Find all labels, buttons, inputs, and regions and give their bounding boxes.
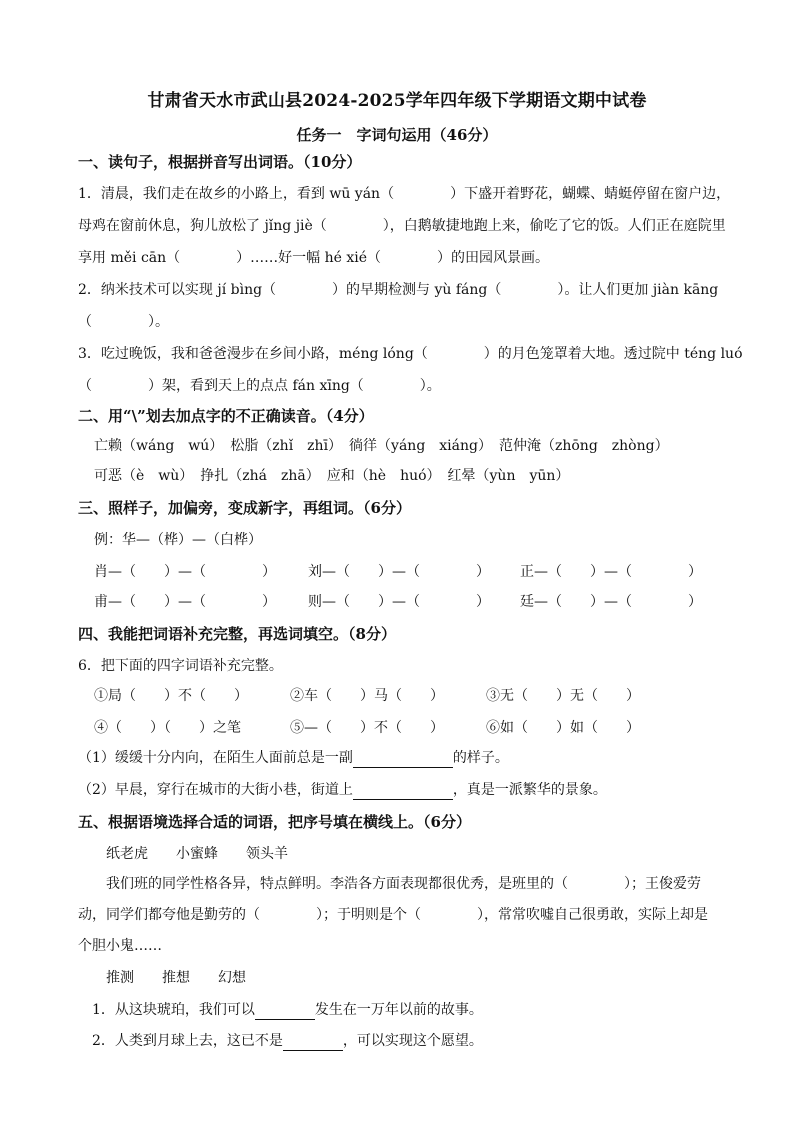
s3-item: 则—（ ）—（ ）: [308, 594, 490, 610]
s4-q1-text-a: （1）缓缓十分内向，在陌生人面前总是一副: [78, 750, 353, 766]
section-2-heading: 二、用“\”划去加点字的不正确读音。（4分）: [78, 407, 374, 425]
s4-item: ②车（ ）马（ ）: [290, 688, 444, 704]
s4-item: ⑥如（ ）如（ ）: [486, 720, 640, 736]
s5-q2-text-b: ，可以实现这个愿望。: [342, 1033, 483, 1049]
s3-item: 正—（ ）—（ ）: [520, 564, 702, 580]
s3-example: 例：华—（桦）—（白桦）: [94, 532, 262, 548]
answer-blank[interactable]: [255, 1003, 315, 1020]
s5-q1-text-a: 1．从这块琥珀，我们可以: [92, 1002, 255, 1018]
s4-question-2: [78, 780, 607, 800]
answer-blank[interactable]: [353, 783, 453, 800]
section-4-heading: 四、我能把词语补充完整，再选词填空。（8分）: [78, 625, 396, 643]
s5-question-1: [92, 1000, 483, 1020]
answer-blank[interactable]: [353, 751, 453, 768]
section-5-heading: 五、根据语境选择合适的词语，把序号填在横线上。（6分）: [78, 813, 471, 831]
s4-q2-text-a: （2）早晨，穿行在城市的大街小巷，街道上: [78, 782, 353, 798]
s5-q1-text-b: 发生在一万年以前的故事。: [314, 1002, 483, 1018]
task-heading: 任务一 字词句运用（46分）: [296, 126, 498, 144]
s4-intro: 6．把下面的四字词语补充完整。: [78, 658, 283, 674]
s3-item: 甫—（ ）—（ ）: [94, 594, 276, 610]
s3-item: 廷—（ ）—（ ）: [520, 594, 702, 610]
s5-word-bank-1: 纸老虎 小蜜蜂 领头羊: [106, 846, 288, 862]
s4-q2-text-b: ，真是一派繁华的景象。: [452, 782, 607, 798]
s1-line-2: 母鸡在窗前休息，狗儿放松了 jǐng jiè（ ），白鹅敏捷地跑上来，偷吃了它的饭。人们正在庭院里: [78, 218, 726, 234]
s5-paragraph-line-3: 个胆小鬼……: [78, 938, 162, 954]
s2-row-2: 可恶（è wù） 挣扎（zhá zhā） 应和（hè huó） 红晕（yùn yūn）: [94, 468, 570, 484]
section-1-heading: 一、读句子，根据拼音写出词语。（10分）: [78, 153, 362, 171]
s4-item: ④（ ）（ ）之笔: [94, 720, 241, 736]
s5-paragraph-line-2: 动，同学们都夸他是勤劳的（ ）；于明则是个（ ），常常吹嘘自己很勇敢，实际上却是: [78, 907, 708, 923]
s3-item: 肖—（ ）—（ ）: [94, 564, 276, 580]
s1-line-4: 2．纳米技术可以实现 jí bìng（ ）的早期检测与 yù fáng（ ）。让人们更加 jiàn kāng: [78, 282, 719, 298]
section-3-heading: 三、照样子，加偏旁，变成新字，再组词。（6分）: [78, 499, 411, 517]
s5-q2-text-a: 2．人类到月球上去，这已不是: [92, 1033, 283, 1049]
s4-question-1: [78, 748, 509, 768]
s1-line-1: 1．清晨，我们走在故乡的小路上，看到 wū yán（ ）下盛开着野花，蝴蝶、蜻蜓停留在窗户边，: [78, 186, 731, 202]
s4-q1-text-b: 的样子。: [452, 750, 509, 766]
s3-item: 刘—（ ）—（ ）: [308, 564, 490, 580]
answer-blank[interactable]: [283, 1034, 343, 1051]
s5-paragraph-line-1: 我们班的同学性格各异，特点鲜明。李浩各方面表现都很优秀，是班里的（ ）；王俊爱劳: [106, 876, 701, 892]
s2-row-1: 亡赖（wáng wú） 松脂（zhǐ zhī） 徜徉（yáng xiáng） 范仲淹（zhōng zhòng）: [94, 438, 669, 454]
page-title: 甘肃省天水市武山县2024-2025学年四年级下学期语文期中试卷: [147, 91, 647, 111]
s4-item: ⑤—（ ）不（ ）: [290, 720, 444, 736]
s1-line-7: （ ）架，看到天上的点点 fán xīng（ ）。: [78, 378, 441, 394]
s4-item: ③无（ ）无（ ）: [486, 688, 640, 704]
s1-line-3: 享用 měi cān（ ）……好一幅 hé xié（ ）的田园风景画。: [78, 250, 550, 266]
s5-question-2: [92, 1031, 483, 1051]
s5-word-bank-2: 推测 推想 幻想: [106, 970, 246, 986]
s1-line-6: 3．吃过晚饭，我和爸爸漫步在乡间小路，méng lóng（ ）的月色笼罩着大地。透过院中 téng luó: [78, 346, 743, 362]
s4-item: ①局（ ）不（ ）: [94, 688, 248, 704]
s1-line-5: （ ）。: [78, 314, 169, 330]
